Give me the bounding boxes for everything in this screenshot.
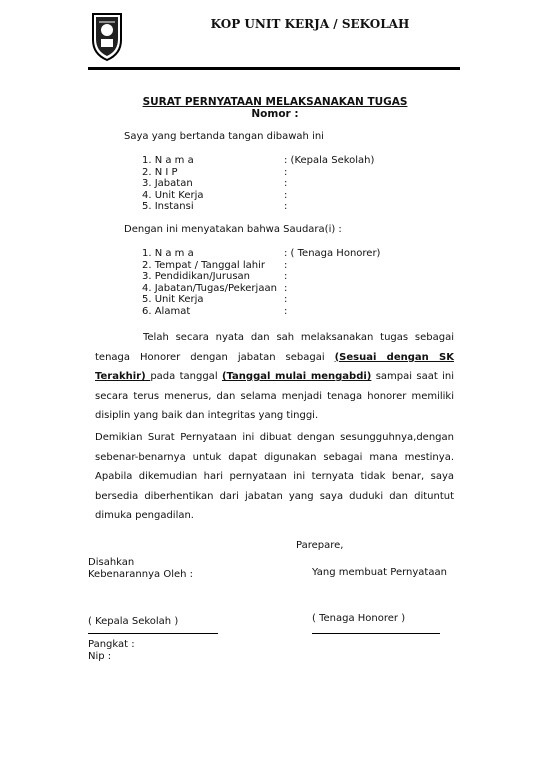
principal-detail-row bbox=[142, 190, 374, 202]
closing-paragraph: Demikian Surat Pernyataan ini dibuat dengan sesungguhnya,dengan sebenar-benarnya untuk dapat digunakan sebagai mana mestinya. Apabila dikemudian hari pernyataan ini ternyata tidak benar, saya bersedia diberhentikan dari jabatan yang saya duduki dan dituntut dimuka pengadilan. bbox=[95, 432, 454, 521]
statement-text-part: Telah secara nyata dan sah melaksanakan tugas sebagai tenaga Honorer dengan jabatan sebagai bbox=[95, 332, 454, 363]
sk-placeholder: (Sesuai dengan SK Terakhir) bbox=[95, 351, 454, 382]
honorer-detail-row bbox=[142, 306, 380, 318]
intro-text-1: Saya yang bertanda tangan dibawah ini bbox=[124, 131, 324, 142]
honorer-detail-value: : bbox=[284, 305, 288, 317]
principal-detail-label: 1. N a m a bbox=[142, 155, 194, 166]
letterhead-rule bbox=[88, 67, 460, 70]
principal-detail-row bbox=[142, 167, 374, 179]
principal-detail-value: : bbox=[284, 178, 288, 189]
document-number: Nomor : bbox=[251, 108, 299, 120]
document-title: SURAT PERNYATAAN MELAKSANAKAN TUGAS bbox=[142, 96, 408, 108]
approval-label-1: Disahkan bbox=[88, 557, 135, 568]
principal-detail-label: 3. Jabatan bbox=[142, 178, 193, 189]
honorer-detail-value: : bbox=[284, 282, 288, 294]
approval-label-2: Kebenarannya Oleh : bbox=[88, 569, 194, 580]
honorer-detail-value: : bbox=[284, 259, 288, 271]
honorer-detail-value: : bbox=[284, 294, 288, 305]
honorer-detail-row bbox=[142, 283, 380, 295]
honorer-detail-label: 3. Pendidikan/Jurusan bbox=[142, 271, 250, 282]
letterhead-title: KOP UNIT KERJA / SEKOLAH bbox=[210, 17, 410, 31]
honorer-detail-row bbox=[142, 294, 380, 306]
principal-detail-label: 4. Unit Kerja bbox=[142, 189, 204, 201]
honorer-detail-label: 5. Unit Kerja bbox=[142, 294, 204, 305]
honorer-detail-label: 1. N a m a bbox=[142, 248, 194, 259]
honorer-detail-row bbox=[142, 248, 380, 260]
honorer-detail-value: : bbox=[284, 271, 288, 282]
honorer-detail-label: 6. Alamat bbox=[142, 305, 191, 317]
principal-detail-row bbox=[142, 178, 374, 190]
honorer-signature-name: ( Tenaga Honorer ) bbox=[312, 613, 406, 624]
principal-detail-value: : bbox=[284, 166, 288, 178]
intro-text-2: Dengan ini menyatakan bahwa Saudara(i) : bbox=[124, 224, 342, 235]
principal-detail-label: 2. N I P bbox=[142, 166, 178, 178]
principal-detail-row bbox=[142, 155, 374, 167]
pangkat-field: Pangkat : bbox=[88, 639, 135, 650]
honorer-detail-label: 2. Tempat / Tanggal lahir bbox=[142, 259, 265, 271]
statement-text-part: pada tanggal bbox=[150, 371, 222, 382]
principal-detail-label: 5. Instansi bbox=[142, 201, 194, 212]
principal-detail-row bbox=[142, 201, 374, 213]
honorer-detail-row bbox=[142, 260, 380, 272]
principal-signature-name: ( Kepala Sekolah ) bbox=[88, 616, 179, 627]
statement-paragraph bbox=[95, 328, 454, 426]
principal-detail-value: : (Kepala Sekolah) bbox=[284, 155, 375, 166]
principal-details-list bbox=[142, 155, 374, 213]
principal-signature-line bbox=[88, 633, 218, 634]
statement-text-part: sampai saat ini secara terus menerus, dan selama menjadi tenaga honorer memiliki disiplin yang baik dan integritas yang tinggi. bbox=[95, 371, 455, 421]
honorer-signature-line bbox=[312, 633, 440, 634]
principal-detail-value: : bbox=[284, 189, 288, 201]
principal-detail-value: : bbox=[284, 201, 288, 212]
date-placeholder: (Tanggal mulai mengabdi) bbox=[221, 371, 372, 382]
place-text: Parepare, bbox=[296, 540, 344, 551]
honorer-detail-value: : ( Tenaga Honorer) bbox=[284, 248, 381, 259]
honorer-detail-row bbox=[142, 271, 380, 283]
nip-field: Nip : bbox=[88, 651, 112, 662]
honorer-details-list bbox=[142, 248, 380, 317]
declarant-label: Yang membuat Pernyataan bbox=[312, 567, 447, 578]
honorer-detail-label: 4. Jabatan/Tugas/Pekerjaan bbox=[142, 282, 277, 294]
